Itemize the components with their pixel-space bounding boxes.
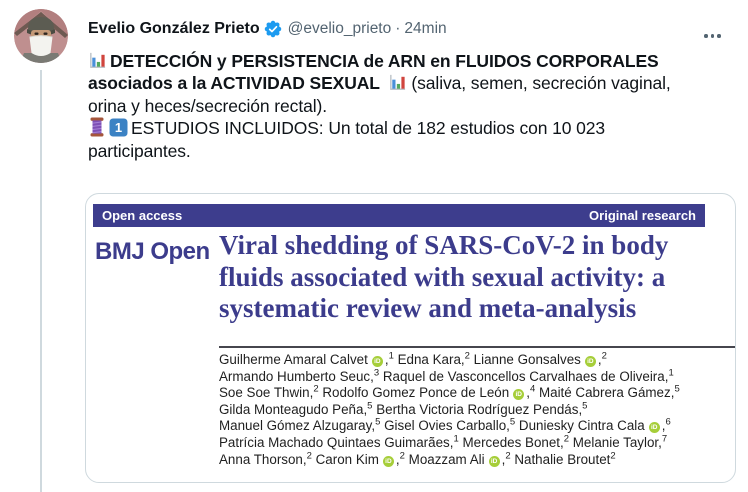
paper-author-name: Edna Kara [397,352,461,367]
tweet-regular-text-2: orina y heces/secreción rectal). [88,95,327,116]
paper-author-name: Maité Cabrera Gámez [538,385,671,401]
more-dot-icon [704,34,708,38]
author-affiliation-sup: ,$^2$ [560,433,570,450]
tweet-header [88,20,447,38]
thread-spool-emoji-icon [88,117,106,137]
original-research-label: Original research [589,208,696,223]
thread-connector-line [40,70,42,492]
author-affiliation-sup: ,$^4$ [526,383,536,401]
more-dot-icon [717,34,721,38]
more-menu-button[interactable] [700,30,725,42]
paper-author-name: Moazzam Ali [408,451,485,467]
tweet-regular-text-1: (saliva, semen, secreción vaginal, [406,73,671,94]
author-line [219,385,736,402]
author-affiliation-sup: ,$^5$ [578,400,588,417]
paper-author-name: Patrícia Machado Quintaes Guimarães [219,434,450,450]
author-affiliation-sup: ,$^3$ [370,367,380,384]
tweet-bold-text-1: DETECCIÓN y PERSISTENCIA de ARN en FLUIDOS CORPORALES [110,51,659,71]
paper-author-name: Gilda Monteagudo Peña [219,401,364,417]
author-affiliation-sup: ,$^1$ [664,367,674,384]
svg-text:1: 1 [114,120,123,136]
embedded-paper-card[interactable] [85,193,736,483]
title-author-divider [219,346,736,348]
paper-author-name: Melanie Taylor [572,434,659,450]
author-affiliation-sup: ,$^1$ [449,433,459,450]
author-affiliation-sup: 2 [610,450,616,462]
paper-author-name: Lianne Gonsalves [473,352,581,367]
author-line [219,435,736,452]
tweet-thread-text-1: ESTUDIOS INCLUIDOS: Un total de 182 estudios con 10 023 [131,118,606,139]
author-affiliation-sup: ,$^2$ [597,350,607,367]
avatar[interactable] [14,9,68,63]
author-affiliation-sup: ,$^2$ [302,450,312,467]
more-dot-icon [711,34,715,38]
orcid-icon: iD [372,356,383,367]
author-affiliation-sup: ,$^2$ [309,383,319,401]
paper-author-name: Armando Humberto Seuc [219,368,371,384]
author-affiliation-sup: ,$^2$ [395,450,405,467]
verified-badge-icon [264,20,282,38]
paper-author-name: Gisel Ovies Carballo [384,418,507,434]
author-affiliation-sup: ,$^2$ [501,450,511,467]
open-access-label: Open access [102,208,183,223]
paper-author-name: Manuel Gómez Alzugaray [219,418,372,434]
author-affiliation-sup: ,$^5$ [670,383,680,401]
paper-banner [93,204,705,227]
tweet-bold-text-2: asociados a la ACTIVIDAD SEXUAL [88,73,380,94]
journal-logo: BMJ Open [95,238,210,265]
author-affiliation-sup: ,$^5$ [363,400,373,417]
paper-author-name: Bertha Victoria Rodríguez Pendás [376,401,579,417]
orcid-icon: iD [649,422,660,433]
paper-author-name: Anna Thorson [219,451,303,467]
orcid-icon: iD [489,456,500,467]
author-name[interactable]: Evelio González Prieto [88,20,260,37]
author-affiliation-sup: ,$^2$ [460,350,470,367]
author-affiliation-sup: ,$^7$ [658,433,668,450]
meta-separator: · [395,20,401,37]
paper-author-name: Soe Soe Thwin [219,385,310,401]
orcid-icon: iD [513,389,524,400]
author-line [219,369,736,386]
author-affiliation-sup: ,$^1$ [384,350,394,367]
author-lines [219,352,736,468]
paper-title: Viral shedding of SARS-CoV-2 in body fluids associated with sexual activity: a systematic review and meta-analysis [219,230,669,323]
bar-chart-emoji-icon [88,51,107,70]
paper-author-name: Rodolfo Gomez Ponce de León [322,385,510,401]
author-meta[interactable] [288,20,447,38]
avatar-image [14,9,68,63]
tweet-timestamp: 24min [404,20,447,37]
author-affiliation-sup: ,$^5$ [506,416,516,434]
author-line [219,402,736,419]
author-affiliation-sup: ,$^6$ [661,416,671,434]
tweet-text [88,50,743,162]
author-affiliation-sup: ,$^5$ [371,416,381,434]
paper-author-name: Guilherme Amaral Calvet [219,352,368,367]
author-line [219,418,736,435]
paper-author-name: Raquel de Vasconcellos Carvalhaes de Oliveira [382,368,665,384]
tweet-thread-text-2: participantes. [88,140,191,161]
paper-author-name: Nathalie Broutet [514,451,611,467]
orcid-icon: iD [383,456,394,467]
orcid-icon: iD [585,356,596,367]
keycap-1-emoji-icon [109,118,128,137]
bar-chart-emoji-icon [388,73,407,92]
author-line [219,352,736,369]
author-line [219,452,736,469]
author-handle: @evelio_prieto [287,20,392,37]
paper-author-name: Caron Kim [315,451,379,467]
paper-author-name: Mercedes Bonet [462,434,561,450]
paper-author-name: Duniesky Cintra Cala [518,418,645,434]
